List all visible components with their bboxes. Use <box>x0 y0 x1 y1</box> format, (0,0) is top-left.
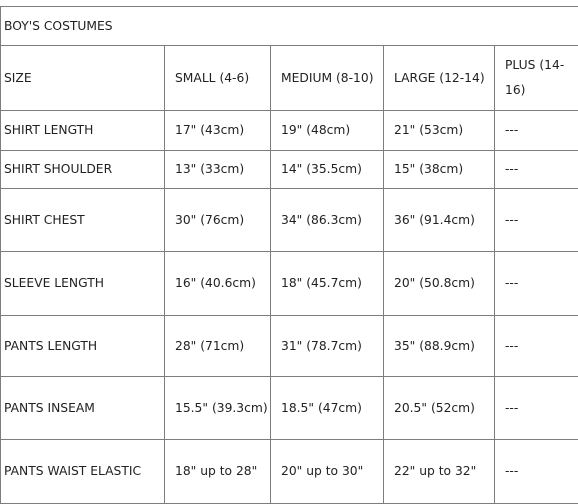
cell-plus: --- <box>495 316 578 377</box>
cell-small: 16" (40.6cm) <box>165 252 271 316</box>
cell-medium: 19" (48cm) <box>271 111 384 151</box>
cell-large: 15" (38cm) <box>384 151 495 189</box>
title-row <box>1 7 578 46</box>
cell-plus: --- <box>495 189 578 252</box>
row-label: PANTS LENGTH <box>1 316 165 377</box>
row-label: PANTS INSEAM <box>1 377 165 440</box>
cell-plus: --- <box>495 151 578 189</box>
cell-medium: 31" (78.7cm) <box>271 316 384 377</box>
row-label: SLEEVE LENGTH <box>1 252 165 316</box>
cell-plus: --- <box>495 377 578 440</box>
cell-plus: --- <box>495 252 578 316</box>
cell-plus: --- <box>495 440 578 504</box>
table-row <box>1 377 578 440</box>
cell-small: 28" (71cm) <box>165 316 271 377</box>
cell-large: 22" up to 32" <box>384 440 495 504</box>
header-medium: MEDIUM (8-10) <box>271 46 384 111</box>
cell-large: 35" (88.9cm) <box>384 316 495 377</box>
table-row <box>1 316 578 377</box>
row-label: SHIRT SHOULDER <box>1 151 165 189</box>
cell-large: 20" (50.8cm) <box>384 252 495 316</box>
table-title: BOY'S COSTUMES <box>1 7 578 46</box>
size-chart-table <box>0 6 578 504</box>
table-row <box>1 440 578 504</box>
header-row <box>1 46 578 111</box>
table-row <box>1 151 578 189</box>
cell-large: 20.5" (52cm) <box>384 377 495 440</box>
table-row <box>1 111 578 151</box>
row-label: SHIRT CHEST <box>1 189 165 252</box>
header-large: LARGE (12-14) <box>384 46 495 111</box>
cell-small: 15.5" (39.3cm) <box>165 377 271 440</box>
row-label: SHIRT LENGTH <box>1 111 165 151</box>
cell-medium: 18" (45.7cm) <box>271 252 384 316</box>
header-plus: PLUS (14-16) <box>495 46 578 111</box>
cell-small: 17" (43cm) <box>165 111 271 151</box>
table-row <box>1 189 578 252</box>
cell-small: 30" (76cm) <box>165 189 271 252</box>
cell-medium: 18.5" (47cm) <box>271 377 384 440</box>
cell-small: 13" (33cm) <box>165 151 271 189</box>
header-small: SMALL (4-6) <box>165 46 271 111</box>
cell-medium: 20" up to 30" <box>271 440 384 504</box>
table-row <box>1 252 578 316</box>
header-size: SIZE <box>1 46 165 111</box>
cell-large: 36" (91.4cm) <box>384 189 495 252</box>
cell-small: 18" up to 28" <box>165 440 271 504</box>
cell-medium: 34" (86.3cm) <box>271 189 384 252</box>
cell-plus: --- <box>495 111 578 151</box>
row-label: PANTS WAIST ELASTIC <box>1 440 165 504</box>
cell-large: 21" (53cm) <box>384 111 495 151</box>
cell-medium: 14" (35.5cm) <box>271 151 384 189</box>
